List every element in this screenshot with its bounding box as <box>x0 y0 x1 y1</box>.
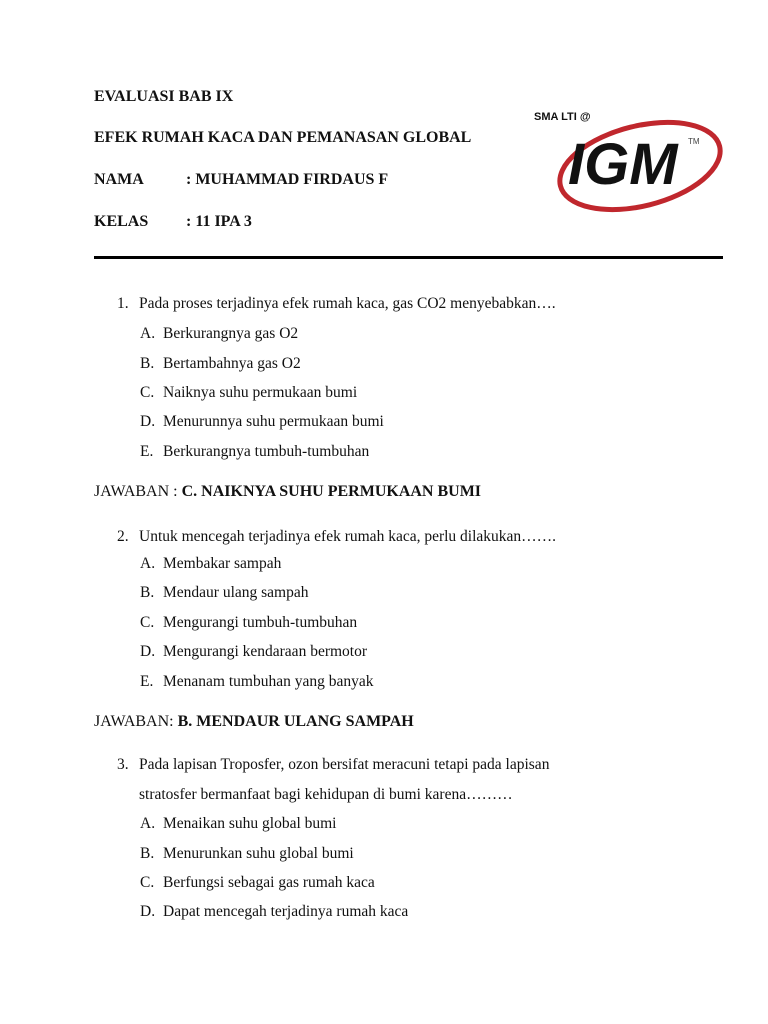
option-letter: A. <box>140 815 156 832</box>
option-text: Mendaur ulang sampah <box>163 584 309 601</box>
option-text: Dapat mencegah terjadinya rumah kaca <box>163 903 409 920</box>
option-letter: C. <box>140 874 155 891</box>
logo-text: IGM <box>568 132 678 197</box>
answer-line <box>94 713 414 731</box>
name-value: : MUHAMMAD FIRDAUS F <box>186 171 389 188</box>
option-text: Mengurangi tumbuh-tumbuhan <box>163 614 358 631</box>
option-text: Menanam tumbuhan yang banyak <box>163 673 374 690</box>
answer-line <box>94 483 481 501</box>
option-letter: C. <box>140 384 155 401</box>
class-value: : 11 IPA 3 <box>186 213 252 230</box>
option-letter: E. <box>140 673 154 690</box>
option-text: Naiknya suhu permukaan bumi <box>163 384 358 401</box>
question-text-continued: stratosfer bermanfaat bagi kehidupan di bumi karena……… <box>139 786 513 803</box>
question-number: 3. <box>117 756 129 773</box>
question-text: Untuk mencegah terjadinya efek rumah kaca, perlu dilakukan……. <box>139 528 557 545</box>
question-text: Pada lapisan Troposfer, ozon bersifat meracuni tetapi pada lapisan <box>139 756 550 773</box>
option-text: Berkurangnya tumbuh-tumbuhan <box>163 443 370 460</box>
option-letter: B. <box>140 845 155 862</box>
answer-value: B. MENDAUR ULANG SAMPAH <box>177 713 414 730</box>
option-text: Menurunnya suhu permukaan bumi <box>163 413 384 430</box>
answer-label: JAWABAN: <box>94 713 174 730</box>
class-label: KELAS <box>94 213 149 230</box>
option-text: Menaikan suhu global bumi <box>163 815 337 832</box>
option-letter: B. <box>140 355 155 372</box>
option-letter: D. <box>140 413 156 430</box>
option-text: Membakar sampah <box>163 555 282 572</box>
option-text: Menurunkan suhu global bumi <box>163 845 354 862</box>
option-letter: C. <box>140 614 155 631</box>
option-text: Mengurangi kendaraan bermotor <box>163 643 368 660</box>
question-number: 2. <box>117 528 129 545</box>
doc-title: EVALUASI BAB IX <box>94 88 234 105</box>
option-letter: A. <box>140 325 156 342</box>
option-text: Bertambahnya gas O2 <box>163 355 301 372</box>
option-letter: E. <box>140 443 154 460</box>
doc-subtitle: EFEK RUMAH KACA DAN PEMANASAN GLOBAL <box>94 129 472 146</box>
logo-caption: SMA LTI @ <box>534 111 591 123</box>
option-text: Berfungsi sebagai gas rumah kaca <box>163 874 375 891</box>
logo-tm: TM <box>688 137 700 146</box>
igm-logo <box>528 106 728 216</box>
option-letter: B. <box>140 584 155 601</box>
option-text: Berkurangnya gas O2 <box>163 325 299 342</box>
answer-label: JAWABAN : <box>94 483 178 500</box>
header-divider <box>94 256 723 259</box>
question-number: 1. <box>117 295 129 312</box>
question-text: Pada proses terjadinya efek rumah kaca, gas CO2 menyebabkan…. <box>139 295 556 312</box>
name-label: NAMA <box>94 171 144 188</box>
option-letter: D. <box>140 903 156 920</box>
option-letter: A. <box>140 555 156 572</box>
answer-value: C. NAIKNYA SUHU PERMUKAAN BUMI <box>181 483 482 500</box>
option-letter: D. <box>140 643 156 660</box>
